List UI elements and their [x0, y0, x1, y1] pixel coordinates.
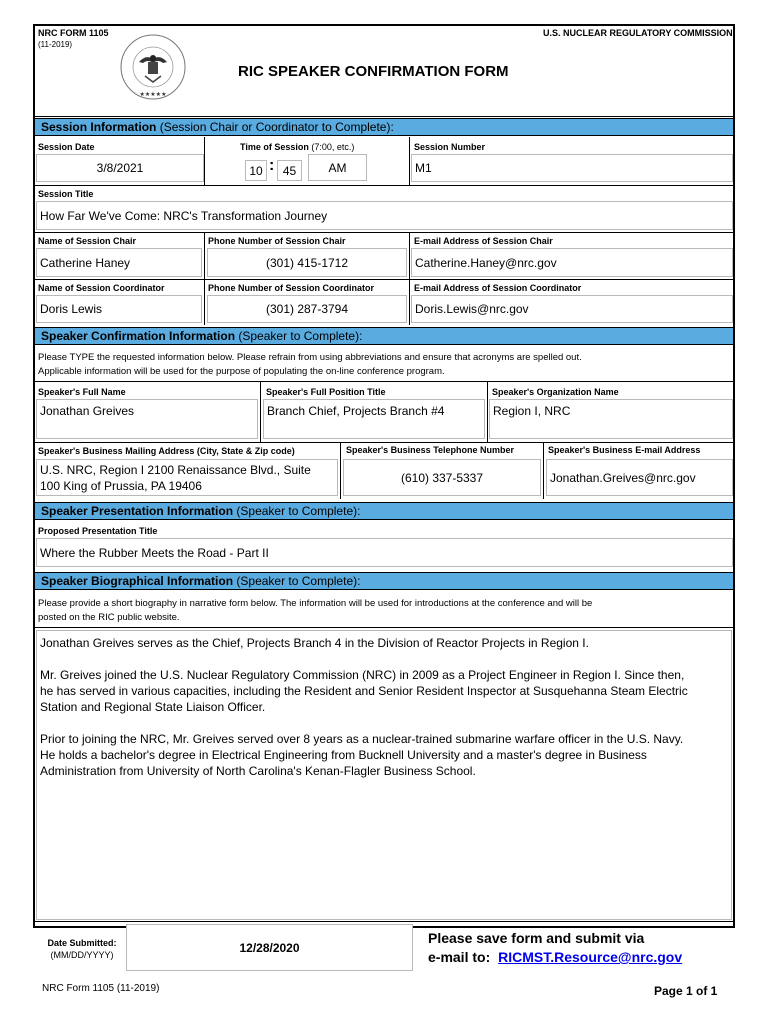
- session-time-hint: (7:00, etc.): [311, 142, 355, 152]
- speaker-section-header: [35, 327, 733, 345]
- session-band-title: Session Information: [41, 120, 157, 134]
- divider: [340, 442, 341, 499]
- bio-section-header: [35, 572, 733, 590]
- submit-email-link[interactable]: RICMST.Resource@nrc.gov: [498, 949, 683, 965]
- bio-line: Station and Regional State Liaison Officer.: [40, 700, 266, 714]
- divider: [204, 233, 205, 279]
- coord-email-field[interactable]: Doris.Lewis@nrc.gov: [411, 295, 733, 323]
- divider: [409, 137, 410, 185]
- bio-instructions-line2: posted on the RIC public website.: [38, 612, 180, 623]
- speaker-position-label: Speaker's Full Position Title: [266, 387, 386, 397]
- bio-paragraph-3: [40, 731, 728, 779]
- session-minute-field[interactable]: 45: [277, 160, 302, 181]
- session-date-label: Session Date: [38, 142, 95, 152]
- speaker-address-label: Speaker's Business Mailing Address (City, State & Zip code): [38, 446, 295, 456]
- form-date: (11-2019): [38, 40, 73, 49]
- chair-email-field[interactable]: Catherine.Haney@nrc.gov: [411, 248, 733, 277]
- coord-email-label: E-mail Address of Session Coordinator: [414, 283, 582, 293]
- divider: [35, 232, 733, 233]
- date-submitted-field[interactable]: 12/28/2020: [126, 924, 413, 971]
- bio-band-note: (Speaker to Complete):: [236, 574, 361, 588]
- session-number-field[interactable]: M1: [411, 154, 733, 182]
- coord-phone-label: Phone Number of Session Coordinator: [208, 283, 375, 293]
- coord-name-field[interactable]: Doris Lewis: [36, 295, 202, 323]
- session-band-note: (Session Chair or Coordinator to Complete):: [159, 120, 394, 134]
- speaker-instructions-line2: Applicable information will be used for the purpose of populating the on-line conference program.: [38, 366, 445, 377]
- presentation-band-title: Speaker Presentation Information: [41, 504, 234, 518]
- submit-prefix: e-mail to:: [428, 949, 491, 965]
- chair-phone-label: Phone Number of Session Chair: [208, 236, 346, 246]
- coord-name-label: Name of Session Coordinator: [38, 283, 165, 293]
- bio-line: Administration from University of North Carolina's Kenan-Flagler Business School.: [40, 764, 476, 778]
- speaker-email-field[interactable]: Jonathan.Greives@nrc.gov: [546, 459, 733, 496]
- session-hour-field[interactable]: 10: [245, 160, 267, 181]
- divider: [409, 280, 410, 325]
- session-time-label: [240, 142, 354, 152]
- presentation-section-header: [35, 502, 733, 520]
- divider: [204, 280, 205, 325]
- session-time-label-text: Time of Session: [240, 142, 309, 152]
- agency-name: U.S. NUCLEAR REGULATORY COMMISSION: [543, 28, 733, 38]
- bio-instructions-line1: Please provide a short biography in narrative form below. The information will be used for introductions at the conference and will be: [38, 598, 593, 609]
- bio-paragraph-1: Jonathan Greives serves as the Chief, Projects Branch 4 in the Division of Reactor Projects in Region I.: [40, 636, 589, 650]
- speaker-org-label: Speaker's Organization Name: [492, 387, 619, 397]
- divider: [260, 382, 261, 442]
- divider: [35, 627, 733, 628]
- divider: [409, 233, 410, 279]
- speaker-address-field[interactable]: [36, 459, 338, 496]
- presentation-title-label: Proposed Presentation Title: [38, 526, 158, 536]
- speaker-name-field[interactable]: Jonathan Greives: [36, 399, 258, 439]
- session-title-field[interactable]: How Far We've Come: NRC's Transformation Journey: [36, 201, 733, 230]
- bio-line: he has served in various capacities, including the Resident and Senior Resident Inspector at Susquehanna Steam Electric: [40, 684, 688, 698]
- divider: [35, 279, 733, 280]
- bio-line: He holds a bachelor's degree in Electrical Engineering from Bucknell University and a master's degree in Business: [40, 748, 647, 762]
- footer-form-id: NRC Form 1105 (11-2019): [42, 983, 160, 994]
- session-number-label: Session Number: [414, 142, 486, 152]
- bio-line: Mr. Greives joined the U.S. Nuclear Regulatory Commission (NRC) in 2009 as a Project Engineer in Region I. Since then,: [40, 668, 685, 682]
- speaker-instructions-line1: Please TYPE the requested information below. Please refrain from using abbreviations and ensure that acronyms are spelled out.: [38, 352, 582, 363]
- session-ampm-field[interactable]: AM: [308, 154, 367, 181]
- divider: [204, 137, 205, 185]
- divider: [35, 185, 733, 186]
- date-submitted-label: Date Submitted:: [47, 938, 117, 948]
- speaker-email-label: Speaker's Business E-mail Address: [548, 445, 701, 455]
- speaker-band-title: Speaker Confirmation Information: [41, 329, 236, 343]
- bio-paragraph-2: [40, 667, 728, 715]
- speaker-phone-field[interactable]: (610) 337-5337: [343, 459, 541, 496]
- bio-band-title: Speaker Biographical Information: [41, 574, 234, 588]
- address-line-2: 100 King of Prussia, PA 19406: [40, 479, 202, 493]
- speaker-name-label: Speaker's Full Name: [38, 387, 126, 397]
- chair-name-field[interactable]: Catherine Haney: [36, 248, 202, 277]
- divider: [35, 442, 733, 443]
- presentation-title-field[interactable]: Where the Rubber Meets the Road - Part II: [36, 538, 733, 567]
- divider: [543, 442, 544, 499]
- session-title-label: Session Title: [38, 189, 94, 199]
- speaker-position-field[interactable]: Branch Chief, Projects Branch #4: [263, 399, 485, 439]
- session-date-field[interactable]: 3/8/2021: [36, 154, 204, 182]
- time-separator: :: [269, 157, 275, 174]
- submit-email-line: [428, 949, 682, 965]
- biography-textarea[interactable]: [36, 630, 732, 920]
- chair-name-label: Name of Session Chair: [38, 236, 137, 246]
- header-divider: [35, 116, 733, 117]
- divider: [487, 382, 488, 442]
- svg-text:★★★★★: ★★★★★: [139, 91, 167, 98]
- chair-phone-field[interactable]: (301) 415-1712: [207, 248, 407, 277]
- chair-email-label: E-mail Address of Session Chair: [414, 236, 553, 246]
- session-section-header: [35, 118, 733, 136]
- form-number: NRC FORM 1105: [38, 28, 109, 38]
- coord-phone-field[interactable]: (301) 287-3794: [207, 295, 407, 323]
- bio-line: Prior to joining the NRC, Mr. Greives served over 8 years as a nuclear-trained submarine warfare officer in the U.S. Navy.: [40, 732, 684, 746]
- speaker-phone-label: Speaker's Business Telephone Number: [346, 445, 515, 455]
- submit-instruction: Please save form and submit via: [428, 930, 645, 946]
- page-number: Page 1 of 1: [654, 984, 718, 998]
- presentation-band-note: (Speaker to Complete):: [236, 504, 361, 518]
- date-format-hint: (MM/DD/YYYY): [50, 950, 114, 960]
- divider: [35, 921, 733, 922]
- nrc-seal: [110, 32, 196, 102]
- address-line-1: U.S. NRC, Region I 2100 Renaissance Blvd., Suite: [40, 463, 311, 477]
- form-title: RIC SPEAKER CONFIRMATION FORM: [238, 63, 509, 80]
- speaker-org-field[interactable]: Region I, NRC: [489, 399, 733, 439]
- divider: [35, 381, 733, 382]
- speaker-band-note: (Speaker to Complete):: [238, 329, 363, 343]
